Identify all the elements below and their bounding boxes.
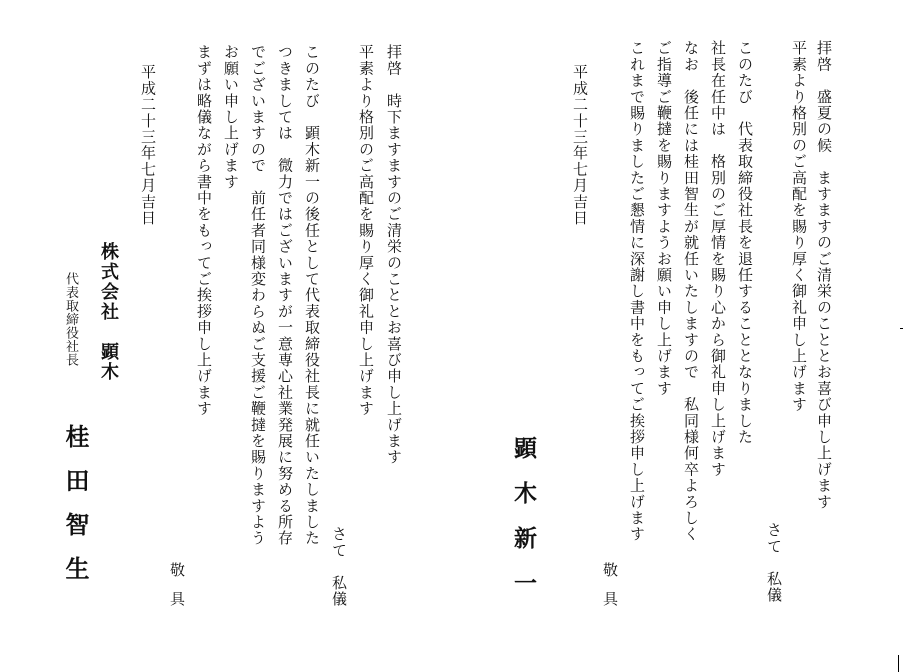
right-date: 平成二十三年七月吉日 <box>571 64 589 226</box>
left-p2-line2: つきましては 微力ではございますが一意専心社業発展に努める所存 <box>276 44 294 547</box>
right-greeting: 拝啓 盛夏の候 ますますのご清栄のこととお喜び申し上げます <box>815 40 833 510</box>
left-p2-line3: でございますので 前任者同様変わらぬご支援ご鞭撻を賜りますよう <box>249 44 267 547</box>
right-signature: 顕木新一 <box>510 436 537 616</box>
left-p1-line2: 平素より格別のご高配を賜り厚く御礼申し上げます <box>357 44 375 417</box>
left-sate: さて 私儀 <box>330 526 348 607</box>
right-p2-line1: このたび 代表取締役社長を退任することとなりました <box>736 40 754 445</box>
left-p3-line1: まずは略儀ながら書中をもってご挨拶申し上げます <box>195 44 213 417</box>
left-keigu: 敬具 <box>168 562 186 620</box>
right-p3-line3: これまで賜りましたご懇情に深謝し書中をもってご挨拶申し上げます <box>628 40 646 543</box>
right-p3-line2: ご指導ご鞭撻を賜りますようお願い申し上げます <box>655 40 673 397</box>
right-keigu: 敬具 <box>601 562 619 620</box>
left-p2-line1: このたび 顕木新一の後任として代表取締役社長に就任いたしました <box>303 44 321 547</box>
right-p2-line2: 社長在任中は 格別のご厚情を賜り心から御礼申し上げます <box>709 40 727 478</box>
left-name: 桂田智生 <box>61 424 90 600</box>
left-p2-line4: お願い申し上げます <box>222 44 240 190</box>
right-p1-line2: 平素より格別のご高配を賜り厚く御礼申し上げます <box>790 40 808 413</box>
left-company: 株式会社 顕木 <box>98 242 119 382</box>
edge-mark-bottom <box>898 655 899 672</box>
right-p3-line1: なお 後任には桂田智生が就任いたしますので 私同様何卒よろしく <box>682 40 700 543</box>
left-greeting: 拝啓 時下ますますのご清栄のこととお喜び申し上げます <box>385 44 403 466</box>
right-sate: さて 私儀 <box>765 522 783 603</box>
left-date: 平成二十三年七月吉日 <box>139 64 157 226</box>
left-title: 代表取締役社長 <box>63 272 78 367</box>
